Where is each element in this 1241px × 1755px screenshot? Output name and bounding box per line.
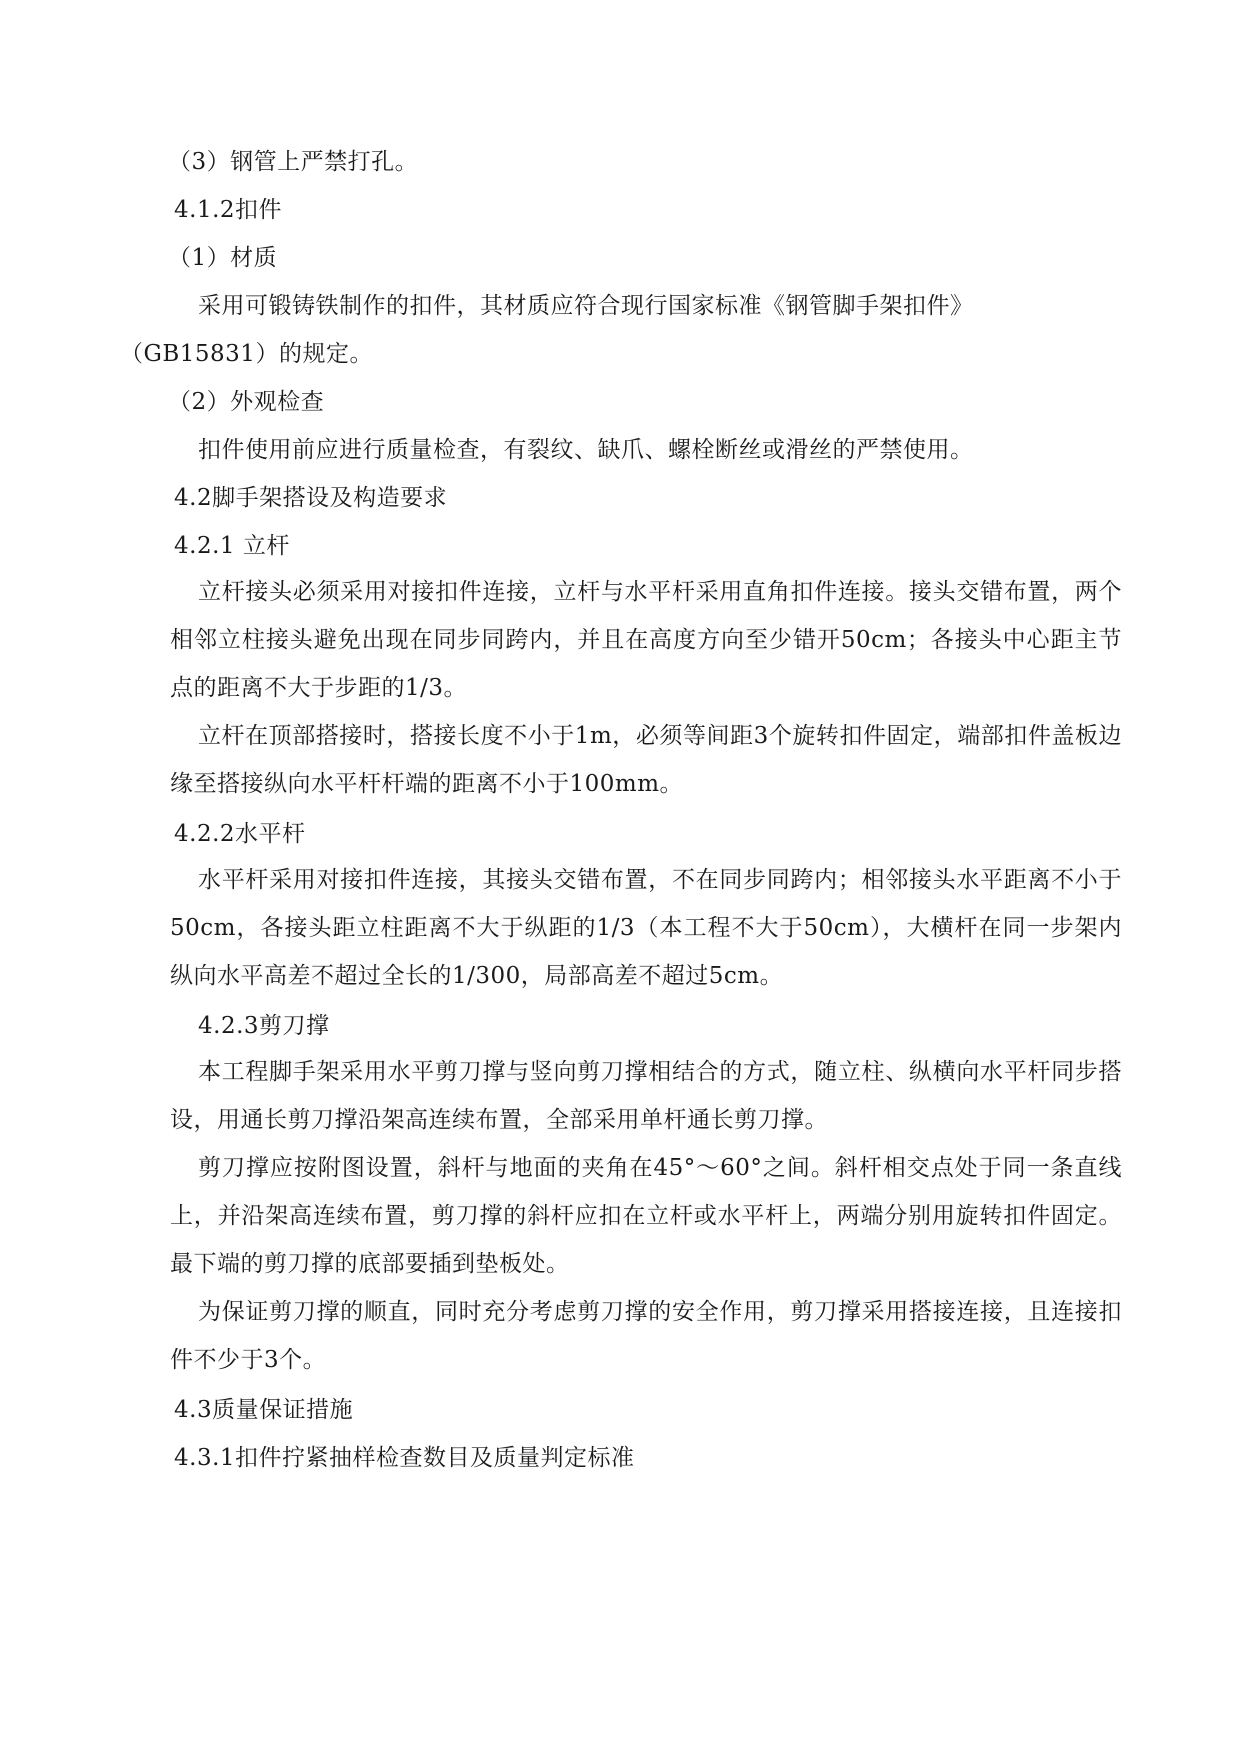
heading-4-2-2: 4.2.2水平杆 <box>174 821 306 847</box>
material-text-line-2: （GB15831）的规定。 <box>120 341 373 367</box>
heading-4-2: 4.2脚手架搭设及构造要求 <box>174 485 448 511</box>
horizontal-bar-paragraph: 水平杆采用对接扣件连接，其接头交错布置，不在同步同跨内；相邻接头水平距离不小于50cm，各接头距立柱距离不大于纵距的1/3（本工程不大于50cm），大横杆在同一步架内纵向水平高差不超过全长的1/300，局部高差不超过5cm。 <box>170 867 1122 989</box>
heading-4-3: 4.3质量保证措施 <box>174 1397 354 1423</box>
heading-4-2-1: 4.2.1 立杆 <box>174 533 290 559</box>
upright-paragraph-2: 立杆在顶部搭接时，搭接长度不小于1m，必须等间距3个旋转扣件固定，端部扣件盖板边缘至搭接纵向水平杆杆端的距离不小于100mm。 <box>170 723 1122 797</box>
heading-4-1-2: 4.1.2扣件 <box>174 197 283 223</box>
item-steel-pipe-no-drilling: （3）钢管上严禁打孔。 <box>168 149 419 175</box>
appearance-text: 扣件使用前应进行质量检查，有裂纹、缺爪、螺栓断丝或滑丝的严禁使用。 <box>198 437 974 463</box>
material-text-line-1: 采用可锻铸铁制作的扣件，其材质应符合现行国家标准《钢管脚手架扣件》 <box>198 293 974 319</box>
upright-paragraph-1: 立杆接头必须采用对接扣件连接，立杆与水平杆采用直角扣件连接。接头交错布置，两个相邻立柱接头避免出现在同步同跨内，并且在高度方向至少错开50cm；各接头中心距主节点的距离不大于步距的1/3。 <box>170 579 1122 701</box>
scissor-brace-paragraph-2: 剪刀撑应按附图设置，斜杆与地面的夹角在45°～60°之间。斜杆相交点处于同一条直线上，并沿架高连续布置，剪刀撑的斜杆应扣在立杆或水平杆上，两端分别用旋转扣件固定。最下端的剪刀撑的底部要插到垫板处。 <box>170 1155 1122 1277</box>
scissor-brace-paragraph-3: 为保证剪刀撑的顺直，同时充分考虑剪刀撑的安全作用，剪刀撑采用搭接连接，且连接扣件不少于3个。 <box>170 1299 1122 1373</box>
heading-4-3-1: 4.3.1扣件拧紧抽样检查数目及质量判定标准 <box>174 1445 635 1471</box>
heading-4-2-3: 4.2.3剪刀撑 <box>198 1013 330 1039</box>
item-material: （1）材质 <box>168 245 278 271</box>
scissor-brace-paragraph-1: 本工程脚手架采用水平剪刀撑与竖向剪刀撑相结合的方式，随立柱、纵横向水平杆同步搭设，用通长剪刀撑沿架高连续布置，全部采用单杆通长剪刀撑。 <box>170 1059 1122 1133</box>
item-appearance-check: （2）外观检查 <box>168 389 325 415</box>
